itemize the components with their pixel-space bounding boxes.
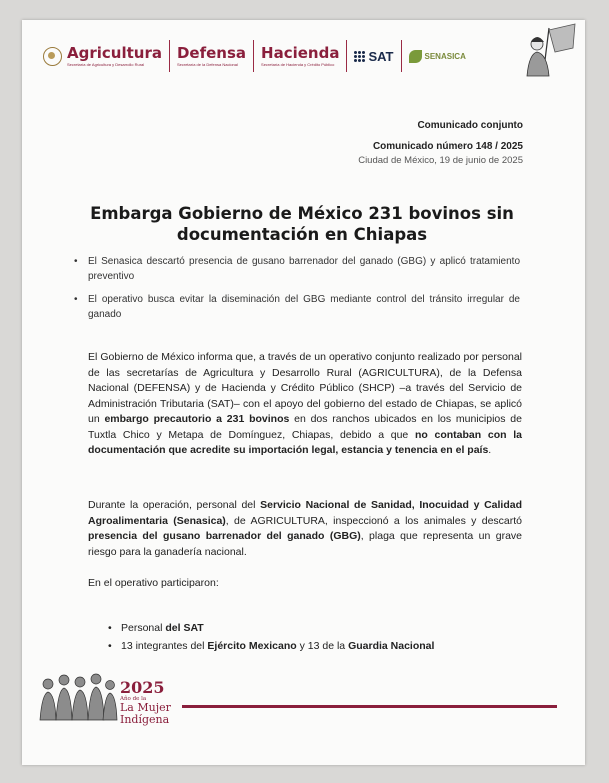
headline: Embarga Gobierno de México 231 bovinos sin documentación en Chiapas <box>90 204 514 244</box>
hacienda-name: Hacienda <box>261 43 340 62</box>
coat-of-arms-icon <box>43 47 62 66</box>
text-run: . <box>488 444 492 456</box>
text-run: Durante la operación, personal del <box>88 499 261 511</box>
defensa-subtitle: Secretaría de la Defensa Nacional <box>176 61 238 67</box>
sat-dots-icon <box>354 51 365 62</box>
text-run: El Gobierno de México informa que, a través de un operativo conjunto realizado por personal de las secretarías de Agricultura y Desarrollo Rural (AGRICULTURA), de la Defensa Nacional (DEFENSA) y de Hacienda y Crédito Público (SHCP) –a través del Servicio de Administración Tributaria (SAT)– con el apoyo del gobierno del estado de Chiapas, se aplicó un <box>88 351 522 425</box>
bold-text-run: no contaban con la documentación que acredite su importación legal, estancia y tenencia en el país <box>88 428 522 456</box>
year-title-line1: La Mujer <box>120 701 171 714</box>
text-run: 13 integrantes del <box>121 640 208 652</box>
document-page <box>22 20 585 765</box>
bold-text-run: Servicio Nacional de Sanidad, Inocuidad y Calidad Agroalimentaria (Senasica) <box>88 499 522 527</box>
bold-text-run: embargo precautorio a 231 bovinos <box>104 413 290 425</box>
year-number: 2025 <box>120 678 165 697</box>
agricultura-logo <box>36 40 170 72</box>
participant-item <box>121 639 434 654</box>
text-run: , de AGRICULTURA, inspeccionó a los animales y descartó <box>225 514 523 527</box>
communique-type: Comunicado conjunto <box>417 120 523 131</box>
senasica-name: SENASICA <box>424 51 466 61</box>
bold-text-run: del SAT <box>165 622 204 634</box>
agricultura-subtitle: Secretaría de Agricultura y Desarrollo Rural <box>67 61 145 67</box>
bold-text-run: Guardia Nacional <box>348 640 435 652</box>
sat-name: SAT <box>368 48 394 64</box>
hacienda-logo <box>254 40 347 72</box>
communique-number: Comunicado número 148 / 2025 <box>372 141 523 152</box>
indigenous-women-illustration-icon <box>38 670 118 722</box>
text-run: y 13 de la <box>296 640 349 652</box>
bold-text-run: Ejército Mexicano <box>207 640 297 652</box>
sat-logo <box>347 40 401 72</box>
senasica-logo <box>402 40 473 72</box>
year-emblem <box>120 680 171 726</box>
paragraph-inspection <box>88 498 522 560</box>
paragraph-participants-intro: En el operativo participaron: <box>88 577 219 589</box>
paragraph-operation <box>88 350 522 459</box>
senasica-leaf-icon <box>409 50 422 63</box>
heroine-illustration-icon <box>519 22 579 78</box>
hacienda-subtitle: Secretaría de Hacienda y Crédito Público <box>261 61 335 67</box>
text-run: en dos ranchos ubicados en los municipios de Tuxtla Chico y Metapa de Domínguez, Chiapas, debido a que <box>88 413 522 441</box>
defensa-logo <box>170 40 254 72</box>
agricultura-name: Agricultura <box>67 43 162 62</box>
year-tagline: Año de la <box>120 696 147 702</box>
text-run: Personal <box>121 622 166 634</box>
place-date: Ciudad de México, 19 de junio de 2025 <box>358 155 523 166</box>
footer-rule <box>182 705 557 708</box>
year-title-line2: Indígena <box>120 713 170 726</box>
summary-bullet: • El Senasica descartó presencia de gusano barrenador del ganado (GBG) y aplicó tratamiento preventivo <box>88 254 520 284</box>
text-run: , plaga que representa un grave riesgo para la ganadería nacional. <box>88 530 522 558</box>
summary-bullet: • El operativo busca evitar la diseminación del GBG mediante control del tránsito irregular de ganado <box>88 292 520 322</box>
bold-text-run: presencia del gusano barrenador del ganado (GBG) <box>88 530 361 542</box>
defensa-name: Defensa <box>176 43 247 62</box>
institution-header <box>36 40 473 72</box>
participant-item <box>121 621 204 636</box>
